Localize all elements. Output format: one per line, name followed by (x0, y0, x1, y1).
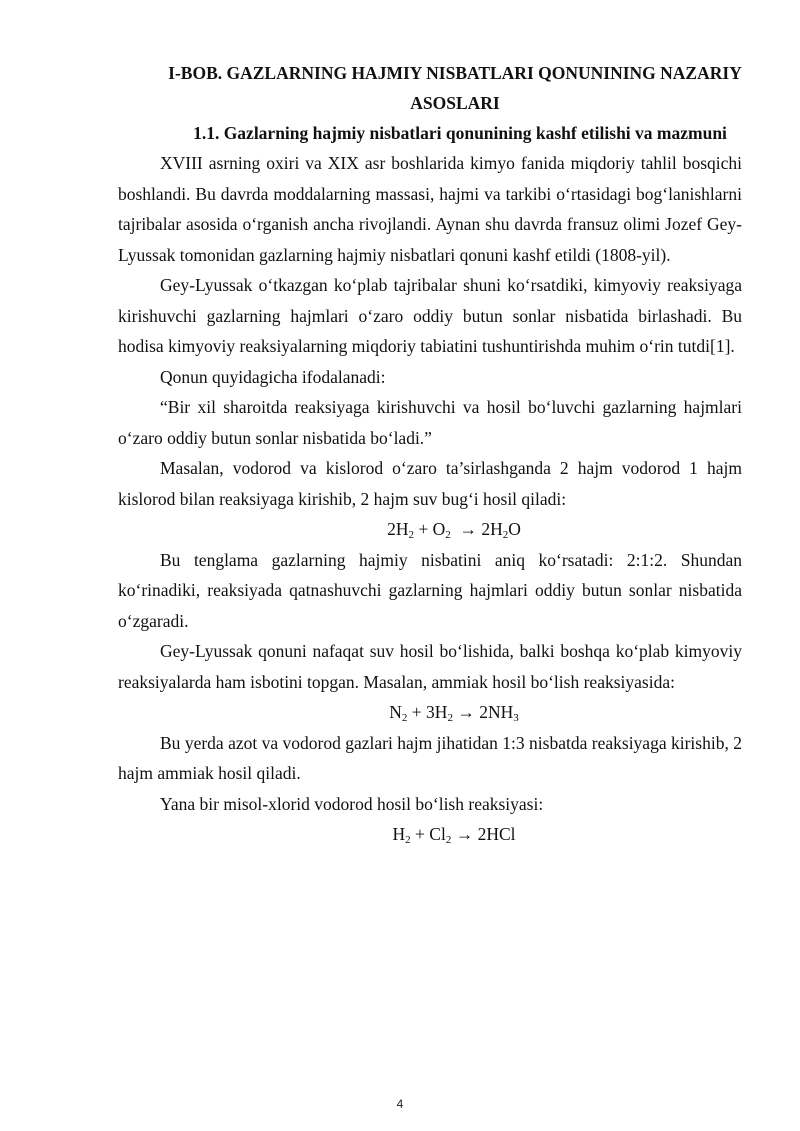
section-title: 1.1. Gazlarning hajmiy nisbatlari qonunining kashf etilishi va mazmuni (193, 123, 727, 143)
paragraph-ratio: Bu tenglama gazlarning hajmiy nisbatini aniq ko‘rsatadi: 2:1:2. Shundan ko‘rinadiki, reaksiyada qatnashuvchi gazlarning hajmlari oddiy butun sonlar nisbatida o‘zgaradi. (118, 549, 742, 631)
paragraph-law-statement: “Bir xil sharoitda reaksiyaga kirishuvchi va hosil bo‘luvchi gazlarning hajmlari o‘zaro oddiy butun sonlar nisbatida bo‘ladi.” (118, 397, 742, 448)
equation-water: $2H_2 + O_2 \to 2H_2O$ (387, 519, 521, 541)
paragraph-ammonia-ratio: Bu yerda azot va vodorod gazlari hajm jihatidan 1:3 nisbatda reaksiyaga kirishib, 2 hajm ammiak hosil qiladi. (118, 732, 742, 783)
paragraph-law-intro: Qonun quyidagicha ifodalanadi: (160, 366, 386, 387)
equation-ammonia: $N_2 + 3H_2 \to 2NH_3$ (389, 702, 519, 724)
paragraph-ammonia-intro: Gey-Lyussak qonuni nafaqat suv hosil bo‘lishida, balki boshqa ko‘plab kimyoviy reaksiyalarda ham isbotini topgan. Masalan, ammiak hosil bo‘lish reaksiyasida: (118, 641, 742, 692)
document-page (118, 58, 742, 850)
paragraph-water-example: Masalan, vodorod va kislorod o‘zaro ta’sirlashganda 2 hajm vodorod 1 hajm kislorod bilan reaksiyaga kirishib, 2 hajm suv bug‘i hosil qiladi: (118, 458, 742, 509)
page-number: 4 (396, 1097, 404, 1111)
paragraph-intro: XVIII asrning oxiri va XIX asr boshlarida kimyo fanida miqdoriy tahlil bosqichi boshlandi. Bu davrda moddalarning massasi, hajmi va tarkibi o‘rtasidagi bog‘lanishlarni tajribalar asosida o‘rganish ancha rivojlandi. Aynan shu davrda fransuz olimi Jozef Gey-Lyussak tomonidan gazlarning hajmiy nisbatlari qonuni kashf etildi (1808-yil). (118, 153, 742, 265)
chapter-title: I-BOB. GAZLARNING HAJMIY NISBATLARI QONUNINING NAZARIY ASOSLARI (168, 63, 742, 113)
paragraph-hcl-intro: Yana bir misol-xlorid vodorod hosil bo‘lish reaksiyasi: (160, 793, 544, 814)
paragraph-experiments: Gey-Lyussak o‘tkazgan ko‘plab tajribalar shuni ko‘rsatdiki, kimyoviy reaksiyaga kirishuvchi gazlarning hajmlari o‘zaro oddiy butun sonlar nisbatida birlashadi. Bu hodisa kimyoviy reaksiyalarning miqdoriy tabiatini tushuntirishda muhim o‘rin tutdi[1]. (118, 275, 742, 356)
equation-hcl: $H_2 + Cl_2 \to 2HCl$ (392, 824, 516, 846)
